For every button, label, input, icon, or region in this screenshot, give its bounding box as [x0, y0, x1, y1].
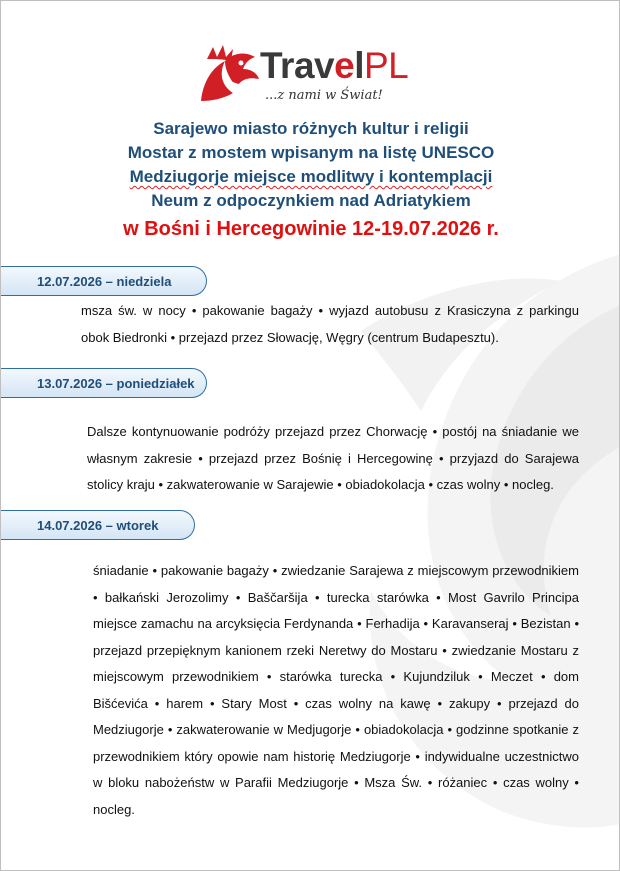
- logo-tagline: ...z nami w Świat!: [265, 88, 383, 103]
- day-2-tab: 13.07.2026 – poniedziałek: [1, 368, 207, 398]
- heading-line-3-text: Medziugorje miejsce modlitwy i kontemplacji: [129, 167, 493, 186]
- eagle-logo-icon: [193, 41, 263, 109]
- day-3-tab: 14.07.2026 – wtorek: [1, 510, 195, 540]
- day-2-text: Dalsze kontynuowanie podróży przejazd przez Chorwację • postój na śniadanie we własnym zakresie • przejazd przez Bośnię i Hercegowinę • przyjazd do Sarajewa stolicy kraju • zakwaterowanie w Sarajewie • obiadokolacja • czas wolny • nocleg.: [87, 424, 579, 492]
- heading-line-3: [1, 165, 620, 189]
- heading-line-1: Sarajewo miasto różnych kultur i religii: [153, 119, 469, 138]
- day-1-tab: 12.07.2026 – niedziela: [1, 266, 207, 296]
- heading-line-4: Neum z odpoczynkiem nad Adriatykiem: [151, 191, 471, 210]
- title-block: [1, 117, 620, 244]
- heading-line-2: Mostar z mostem wpisanym na listę UNESCO: [127, 143, 495, 162]
- logo-brand-text: TravelPL: [260, 45, 409, 86]
- travelpl-logo: [193, 41, 443, 111]
- trip-dates-heading: w Bośni i Hercegowinie 12-19.07.2026 r.: [123, 218, 499, 240]
- day-3-text: śniadanie • pakowanie bagaży • zwiedzanie Sarajewa z miejscowym przewodnikiem • bałkański Jerozolimy • Baščaršija • turecka starówka • Most Gavrilo Principa miejsce zamachu na arcyksięcia Ferdynanda • Ferhadija • Karavanseraj • Bezistan • przejazd przepięknym kanionem rzeki Neretwy do Mostaru • zwiedzanie Mostaru z miejscowym przewodnikiem • starówka turecka • Kujundziluk • Meczet • dom Bišćevića • harem • Stary Most • czas wolny na kawę • zakupy • przejazd do Medziugorje • zakwaterowanie w Medjugorje • obiadokolacja • godzinne spotkanie z przewodnikiem który opowie nam historię Medziugorje • indywidualne uczestnictwo w bloku nabożeństw w Parafii Medziugorje • Msza Św. • różaniec • czas wolny • nocleg.: [93, 563, 579, 817]
- day-1-text: msza św. w nocy • pakowanie bagaży • wyjazd autobusu z Krasiczyna z parkingu obok Biedronki • przejazd przez Słowację, Węgry (centrum Budapesztu).: [81, 303, 579, 345]
